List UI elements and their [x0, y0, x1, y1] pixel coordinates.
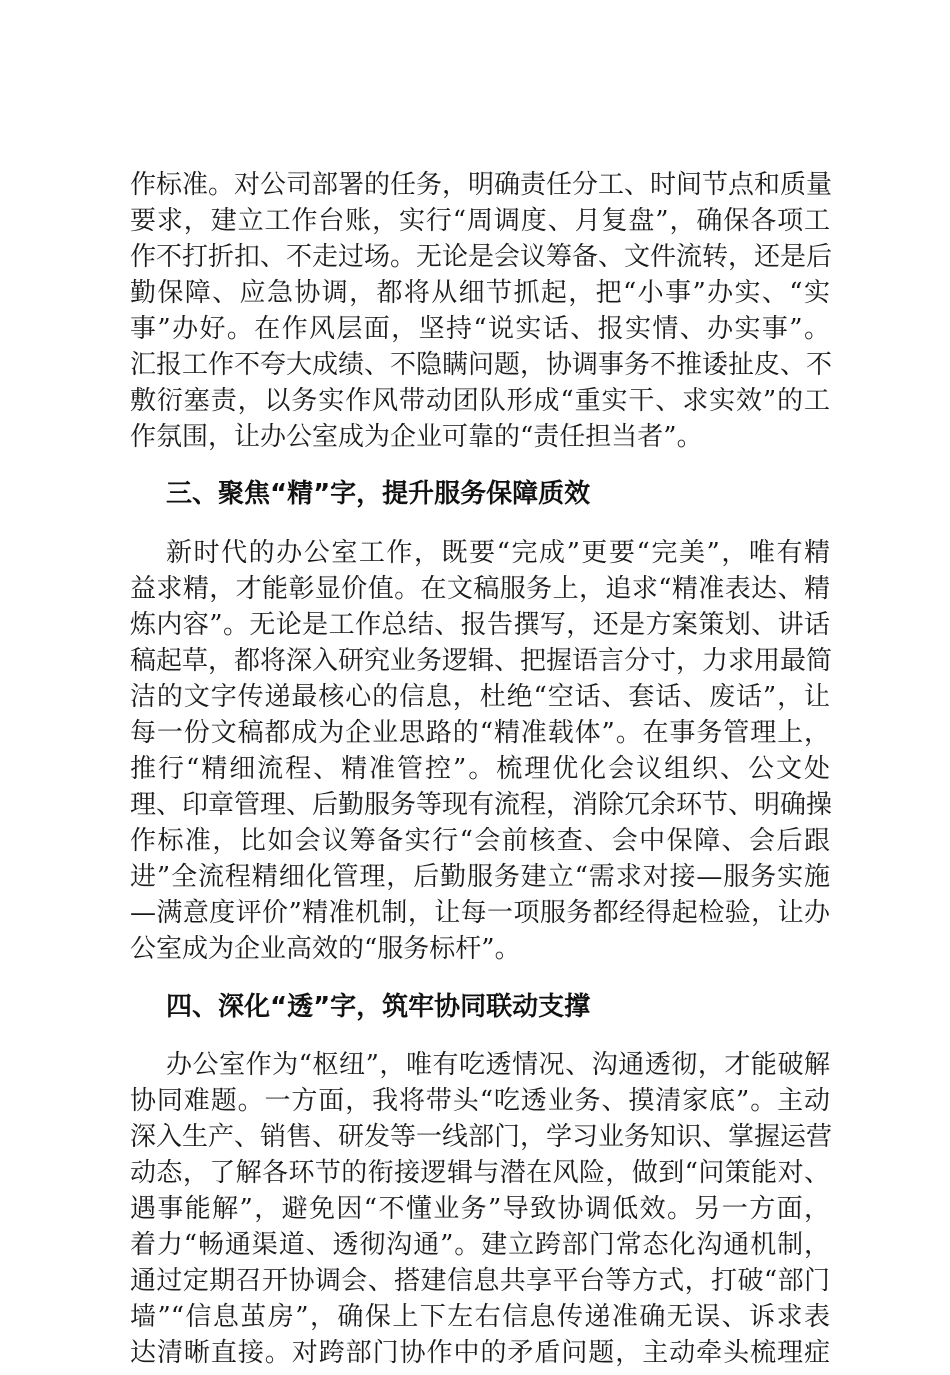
- body-text-line: 新时代的办公室工作，既要“完成”更要“完美”，唯有精: [166, 538, 830, 568]
- body-text-line: 作标准。对公司部署的任务，明确责任分工、时间节点和质量: [130, 170, 833, 200]
- body-text-line: 协同难题。一方面，我将带头“吃透业务、摸清家底”。主动: [130, 1086, 830, 1116]
- section-heading-4: 四、深化“透”字，筑牢协同联动支撑: [166, 992, 591, 1022]
- body-text-line: 理、印章管理、后勤服务等现有流程，消除冗余环节、明确操: [130, 790, 833, 820]
- body-text-line: 要求，建立工作台账，实行“周调度、月复盘”，确保各项工: [130, 206, 830, 236]
- body-text-line: 达清晰直接。对跨部门协作中的矛盾问题，主动牵头梳理症: [130, 1338, 830, 1368]
- body-text-line: 推行“精细流程、精准管控”。梳理优化会议组织、公文处: [130, 754, 830, 784]
- body-text-line: 事”办好。在作风层面，坚持“说实话、报实情、办实事”。: [130, 314, 830, 344]
- body-text-line: 稿起草，都将深入研究业务逻辑、把握语言分寸，力求用最简: [130, 646, 833, 676]
- section-heading-3: 三、聚焦“精”字，提升服务保障质效: [166, 479, 591, 509]
- body-text-line: 墙”“信息茧房”，确保上下左右信息传递准确无误、诉求表: [130, 1302, 830, 1332]
- body-text-line: 洁的文字传递最核心的信息，杜绝“空话、套话、废话”，让: [130, 682, 830, 712]
- body-text-line: 敷衍塞责，以务实作风带动团队形成“重实干、求实效”的工: [130, 386, 830, 416]
- body-text-line: 作标准，比如会议筹备实行“会前核查、会中保障、会后跟: [130, 826, 830, 856]
- body-text-line: 作氛围，让办公室成为企业可靠的“责任担当者”。: [130, 422, 703, 452]
- body-text-line: 深入生产、销售、研发等一线部门，学习业务知识、掌握运营: [130, 1122, 833, 1152]
- body-text-line: 益求精，才能彰显价值。在文稿服务上，追求“精准表达、精: [130, 574, 830, 604]
- body-text-line: 汇报工作不夸大成绩、不隐瞒问题，协调事务不推诿扯皮、不: [130, 350, 833, 380]
- body-text-line: 公室成为企业高效的“服务标杆”。: [130, 934, 521, 964]
- body-text-line: 作不打折扣、不走过场。无论是会议筹备、文件流转，还是后: [130, 242, 833, 272]
- body-text-line: 进”全流程精细化管理，后勤服务建立“需求对接—服务实施: [130, 862, 830, 892]
- body-text-line: 遇事能解”，避免因“不懂业务”导致协调低效。另一方面，: [130, 1194, 830, 1224]
- body-text-line: 着力“畅通渠道、透彻沟通”。建立跨部门常态化沟通机制，: [130, 1230, 830, 1260]
- body-text-line: 办公室作为“枢纽”，唯有吃透情况、沟通透彻，才能破解: [166, 1050, 830, 1080]
- body-text-line: 勤保障、应急协调，都将从细节抓起，把“小事”办实、“实: [130, 278, 830, 308]
- body-text-line: 炼内容”。无论是工作总结、报告撰写，还是方案策划、讲话: [130, 610, 830, 640]
- body-text-line: 每一份文稿都成为企业思路的“精准载体”。在事务管理上，: [130, 718, 830, 748]
- body-text-line: —满意度评价”精准机制，让每一项服务都经得起检验，让办: [130, 898, 830, 928]
- body-text-line: 通过定期召开协调会、搭建信息共享平台等方式，打破“部门: [130, 1266, 830, 1296]
- body-text-line: 动态，了解各环节的衔接逻辑与潜在风险，做到“问策能对、: [130, 1158, 830, 1188]
